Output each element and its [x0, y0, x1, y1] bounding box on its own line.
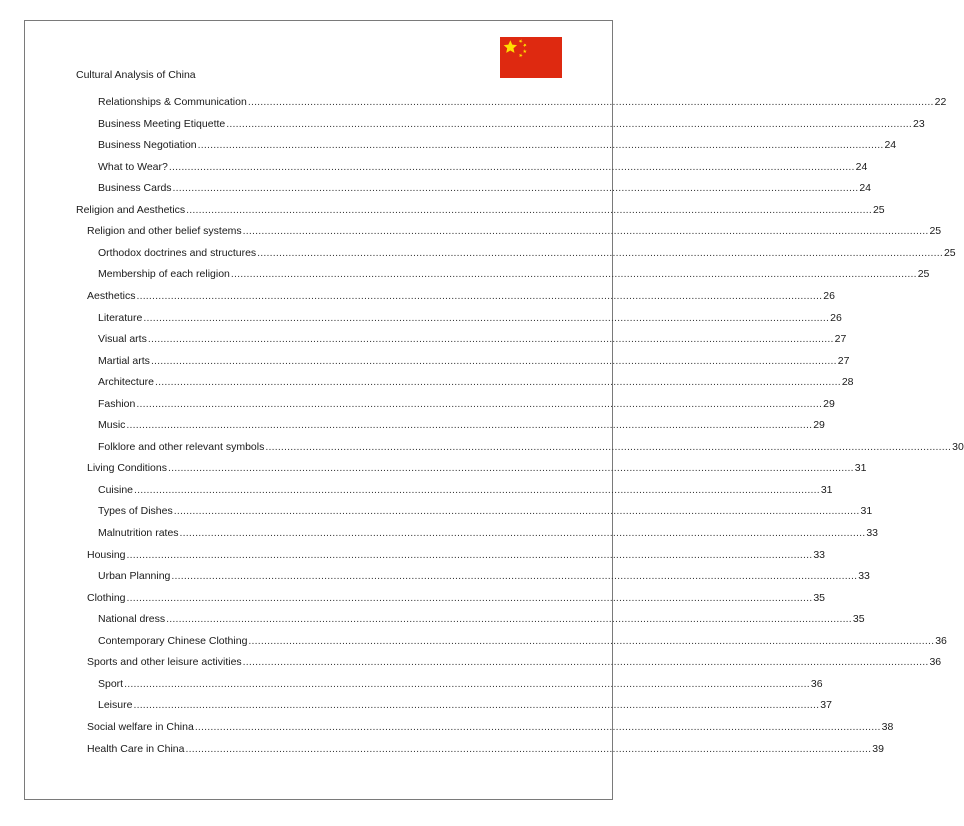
toc-entry-label: Visual arts	[98, 333, 147, 346]
toc-entry[interactable]	[87, 461, 867, 475]
china-flag-icon	[500, 37, 562, 78]
toc-entry-page: 36	[810, 677, 823, 690]
toc-entry-page: 25	[872, 203, 885, 216]
toc-leader-dots: ............................................................................................................................................................................................................................	[186, 203, 872, 216]
toc-entry[interactable]	[87, 224, 942, 238]
toc-entry-page: 31	[820, 483, 833, 496]
toc-entry-page: 38	[881, 720, 894, 733]
toc-leader-dots: ............................................................................................................................................................................................................................	[265, 440, 952, 453]
toc-leader-dots: ............................................................................................................................................................................................................................	[172, 182, 859, 195]
toc-entry-label: Folklore and other relevant symbols	[98, 440, 265, 453]
toc-entry[interactable]	[98, 354, 850, 368]
toc-leader-dots: ............................................................................................................................................................................................................................	[185, 742, 872, 755]
toc-entry-label: Types of Dishes	[98, 505, 173, 518]
toc-entry-label: Health Care in China	[87, 742, 185, 755]
toc-entry-label: Business Meeting Etiquette	[98, 117, 226, 130]
toc-entry-page: 37	[820, 699, 832, 712]
toc-entry[interactable]	[87, 289, 835, 303]
toc-leader-dots: ............................................................................................................................................................................................................................	[150, 354, 837, 367]
toc-entry[interactable]	[98, 569, 870, 583]
toc-entry-label: Living Conditions	[87, 462, 167, 475]
toc-leader-dots: ............................................................................................................................................................................................................................	[171, 570, 858, 583]
toc-entry[interactable]	[98, 246, 956, 260]
toc-entry[interactable]	[98, 332, 847, 346]
toc-leader-dots: ............................................................................................................................................................................................................................	[230, 268, 917, 281]
toc-leader-dots: ............................................................................................................................................................................................................................	[248, 634, 935, 647]
toc-entry-page: 24	[855, 160, 868, 173]
toc-entry-page: 25	[929, 225, 942, 238]
toc-entry-page: 36	[929, 656, 942, 669]
toc-entry-label: Sport	[98, 677, 124, 690]
toc-entry-page: 29	[813, 419, 825, 432]
toc-leader-dots: ............................................................................................................................................................................................................................	[166, 613, 852, 626]
toc-entry-label: Orthodox doctrines and structures	[98, 246, 257, 259]
toc-entry[interactable]	[98, 677, 823, 691]
toc-leader-dots: ............................................................................................................................................................................................................................	[247, 96, 934, 108]
toc-entry-page: 28	[841, 376, 854, 389]
toc-entry-label: Housing	[87, 548, 126, 561]
toc-entry-page: 24	[859, 182, 872, 195]
toc-entry-label: Architecture	[98, 376, 155, 389]
toc-leader-dots: ............................................................................................................................................................................................................................	[147, 333, 834, 346]
toc-entry-page: 26	[830, 311, 842, 324]
toc-leader-dots: ............................................................................................................................................................................................................................	[168, 160, 855, 173]
toc-entry-page: 35	[852, 613, 865, 626]
toc-entry-page: 30	[952, 440, 964, 453]
toc-entry-label: Fashion	[98, 397, 136, 410]
toc-leader-dots: ............................................................................................................................................................................................................................	[167, 462, 854, 475]
toc-entry[interactable]	[98, 397, 835, 411]
toc-entry[interactable]	[98, 612, 865, 626]
toc-leader-dots: ............................................................................................................................................................................................................................	[155, 376, 841, 389]
toc-entry-page: 33	[813, 548, 826, 561]
toc-entry[interactable]	[98, 526, 879, 540]
toc-entry[interactable]	[87, 591, 826, 605]
toc-entry[interactable]	[98, 117, 925, 131]
toc-entry-label: Martial arts	[98, 354, 150, 367]
toc-entry[interactable]	[98, 138, 897, 152]
toc-leader-dots: ............................................................................................................................................................................................................................	[126, 419, 813, 432]
toc-entry[interactable]	[87, 655, 942, 669]
toc-entry-page: 26	[823, 289, 835, 302]
toc-entry-label: Contemporary Chinese Clothing	[98, 634, 248, 647]
toc-entry-label: Literature	[98, 311, 143, 324]
toc-leader-dots: ............................................................................................................................................................................................................................	[136, 397, 823, 410]
toc-entry-label: What to Wear?	[98, 160, 168, 173]
toc-entry-label: Relationships & Communication	[98, 96, 247, 108]
toc-entry[interactable]	[98, 483, 833, 497]
toc-entry-label: Cuisine	[98, 483, 134, 496]
toc-entry[interactable]	[98, 375, 854, 389]
toc-entry-label: Membership of each religion	[98, 268, 230, 281]
toc-leader-dots: ............................................................................................................................................................................................................................	[242, 225, 929, 238]
toc-entry[interactable]	[98, 267, 930, 281]
toc-entry-page: 27	[837, 354, 850, 367]
toc-leader-dots: ............................................................................................................................................................................................................................	[173, 505, 860, 518]
toc-entry-page: 39	[872, 742, 884, 755]
toc-entry[interactable]	[98, 440, 964, 454]
toc-entry[interactable]	[87, 720, 894, 734]
toc-entry-page: 25	[917, 268, 930, 281]
toc-entry-page: 31	[860, 505, 873, 518]
toc-entry-label: Business Negotiation	[98, 139, 197, 152]
toc-leader-dots: ............................................................................................................................................................................................................................	[126, 548, 813, 561]
toc-entry[interactable]	[98, 160, 868, 174]
toc-entry-page: 31	[854, 462, 867, 475]
toc-leader-dots: ............................................................................................................................................................................................................................	[126, 591, 813, 604]
toc-entry-page: 33	[858, 570, 870, 583]
toc-entry[interactable]	[98, 95, 947, 109]
toc-leader-dots: ............................................................................................................................................................................................................................	[194, 720, 881, 733]
toc-entry-page: 35	[813, 591, 826, 604]
toc-entry-label: Religion and other belief systems	[87, 225, 242, 238]
toc-entry-page: 33	[866, 527, 879, 539]
toc-entry-label: Religion and Aesthetics	[76, 203, 186, 216]
toc-leader-dots: ............................................................................................................................................................................................................................	[133, 699, 820, 712]
toc-entry-label: Leisure	[98, 699, 133, 712]
toc-entry-label: Malnutrition rates	[98, 527, 179, 539]
toc-leader-dots: ............................................................................................................................................................................................................................	[136, 289, 823, 302]
toc-entry-page: 29	[823, 397, 835, 410]
toc-leader-dots: ............................................................................................................................................................................................................................	[179, 527, 866, 539]
toc-entry[interactable]	[87, 742, 884, 756]
toc-leader-dots: ............................................................................................................................................................................................................................	[226, 117, 913, 130]
toc-entry[interactable]	[98, 504, 873, 518]
toc-entry-page: 22	[934, 96, 947, 108]
toc-entry[interactable]	[76, 203, 885, 217]
toc-entry-label: Social welfare in China	[87, 720, 194, 733]
document-title: Cultural Analysis of China	[76, 69, 196, 81]
toc-entry[interactable]	[98, 311, 842, 325]
toc-entry-label: Music	[98, 419, 126, 432]
toc-entry[interactable]	[98, 634, 947, 648]
toc-entry-page: 27	[834, 333, 847, 346]
toc-entry-label: National dress	[98, 613, 166, 626]
toc-entry[interactable]	[98, 698, 832, 712]
toc-entry[interactable]	[98, 418, 825, 432]
toc-entry-page: 23	[913, 117, 925, 130]
toc-entry-label: Sports and other leisure activities	[87, 656, 242, 669]
toc-entry[interactable]	[98, 181, 872, 195]
toc-entry-page: 24	[884, 139, 897, 152]
toc-entry-label: Clothing	[87, 591, 126, 604]
toc-entry-label: Urban Planning	[98, 570, 171, 583]
toc-leader-dots: ............................................................................................................................................................................................................................	[134, 483, 820, 496]
toc-leader-dots: ............................................................................................................................................................................................................................	[242, 656, 929, 669]
toc-entry-page: 36	[935, 634, 947, 647]
toc-entry-page: 25	[943, 246, 956, 259]
toc-entry-label: Aesthetics	[87, 289, 136, 302]
toc-leader-dots: ............................................................................................................................................................................................................................	[257, 246, 943, 259]
toc-entry[interactable]	[87, 548, 826, 562]
toc-leader-dots: ............................................................................................................................................................................................................................	[143, 311, 830, 324]
toc-entry-label: Business Cards	[98, 182, 172, 195]
toc-leader-dots: ............................................................................................................................................................................................................................	[197, 139, 884, 152]
toc-leader-dots: ............................................................................................................................................................................................................................	[124, 677, 810, 690]
